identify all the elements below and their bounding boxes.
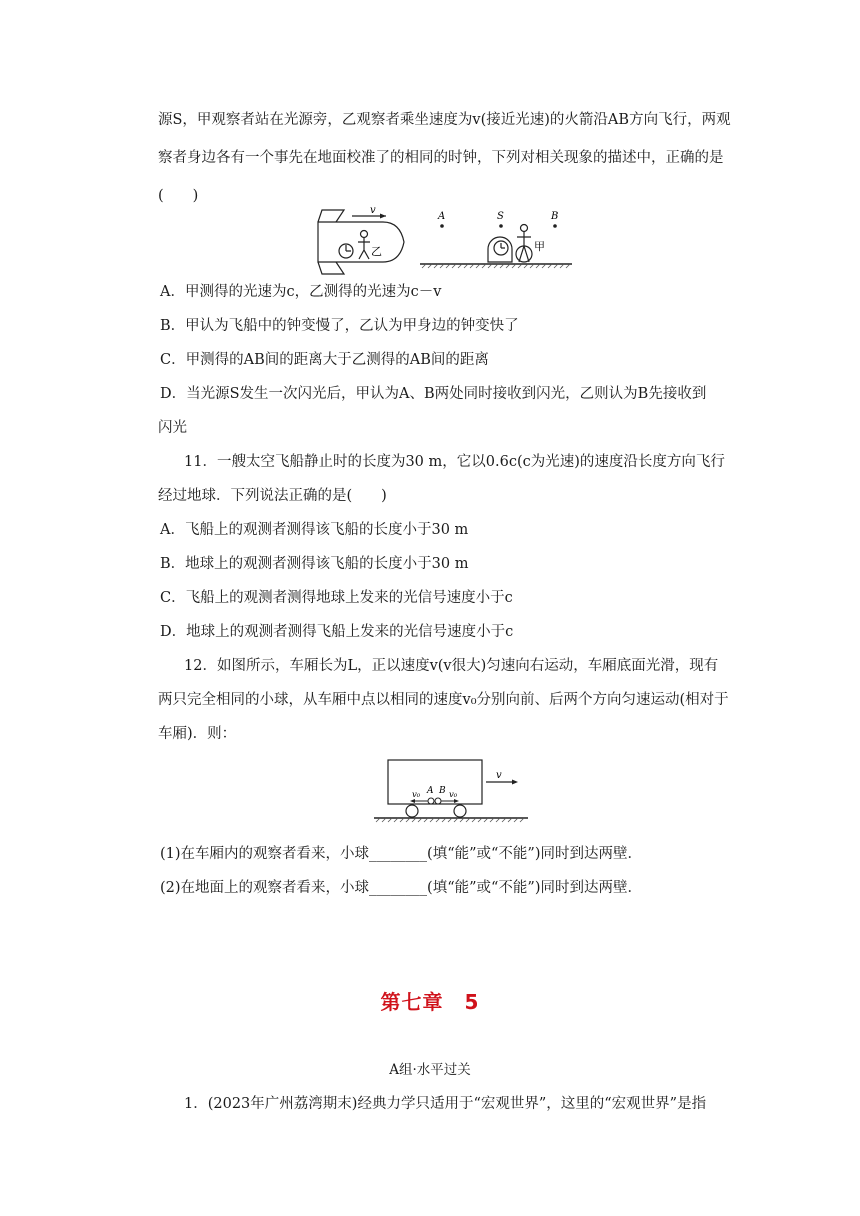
q12-stem-line2: 两只完全相同的小球，从车厢中点以相同的速度v₀分别向前、后两个方向匀速运动(相对于 [158,692,729,708]
ball-a [428,798,434,804]
q10-option-d-line1: D．当光源S发生一次闪光后，甲认为A、B两处同时接收到闪光，乙则认为B先接收到 [160,386,707,402]
q10-figure-label-yi: 乙 [371,245,382,258]
q11-stem-line1: 11．一艘太空飞船静止时的长度为30 m，它以0.6c(c为光速)的速度沿长度方向飞行 [184,454,725,470]
q11-option-a: A．飞船上的观测者测得该飞船的长度小于30 m [160,522,469,538]
q12-sub2: (2)在地面上的观察者看来，小球________(填“能”或“不能”)同时到达两壁． [160,880,643,896]
train-car-body [388,760,482,804]
q10-option-c: C．甲测得的AB间的距离大于乙测得的AB间的距离 [160,352,489,368]
ground-clock-and-observer [488,225,532,263]
q10-stem-line3: ( ) [158,188,199,204]
point-s-dot [499,224,503,228]
rocket-shape [318,210,404,274]
q11-option-d: D．地球上的观测者测得飞船上发来的光信号速度小于c [160,624,514,640]
group-heading: A组·水平过关 [389,1062,471,1078]
q10-figure-label-a: A [438,211,446,222]
q10-option-a: A．甲测得的光速为c，乙测得的光速为c－v [160,284,442,300]
q10-figure [308,204,578,280]
point-b-dot [553,224,557,228]
wheel-right [454,805,466,817]
ball-b [435,798,441,804]
q10-option-d-line2: 闪光 [158,420,187,436]
q12-figure-label-b: B [439,786,446,796]
q10-figure-label-jia: 甲 [534,240,545,253]
q10-figure-label-b: B [551,211,559,222]
q11-option-c: C．飞船上的观测者测得地球上发来的光信号速度小于c [160,590,513,606]
q11-option-b: B．地球上的观测者测得该飞船的长度小于30 m [160,556,469,572]
wheel-left [406,805,418,817]
q10-figure-label-s: S [497,211,504,222]
q10-option-b: B．甲认为飞船中的钟变慢了，乙认为甲身边的钟变快了 [160,318,519,334]
q1-stem-line1: 1．(2023年广州荔湾期末)经典力学只适用于“宏观世界”，这里的“宏观世界”是指 [184,1096,707,1112]
chapter-title: 第七章 5 [380,990,480,1014]
q12-sub1: (1)在车厢内的观察者看来，小球________(填“能”或“不能”)同时到达两壁． [160,846,643,862]
q12-figure-label-v0-right: v₀ [449,790,458,800]
point-a-dot [440,224,444,228]
q10-stem-line2: 察者身边各有一个事先在地面校准了的相同的时钟，下列对相关现象的描述中，正确的是 [158,150,724,166]
q10-figure-label-v: v [370,205,376,216]
q12-stem-line3: 车厢)．则： [158,726,237,742]
q12-stem-line1: 12．如图所示，车厢长为L，正以速度v(v很大)匀速向右运动，车厢底面光滑，现有 [184,658,719,674]
q12-figure-label-v: v [496,770,502,781]
q10-stem-line1: 源S，甲观察者站在光源旁，乙观察者乘坐速度为v(接近光速)的火箭沿AB方向飞行，两观 [158,112,731,128]
q12-figure-label-v0-left: v₀ [412,790,421,800]
q12-figure-label-a: A [427,786,434,796]
q11-stem-line2: 经过地球．下列说法正确的是( ) [158,488,387,504]
q12-figure [372,756,532,828]
